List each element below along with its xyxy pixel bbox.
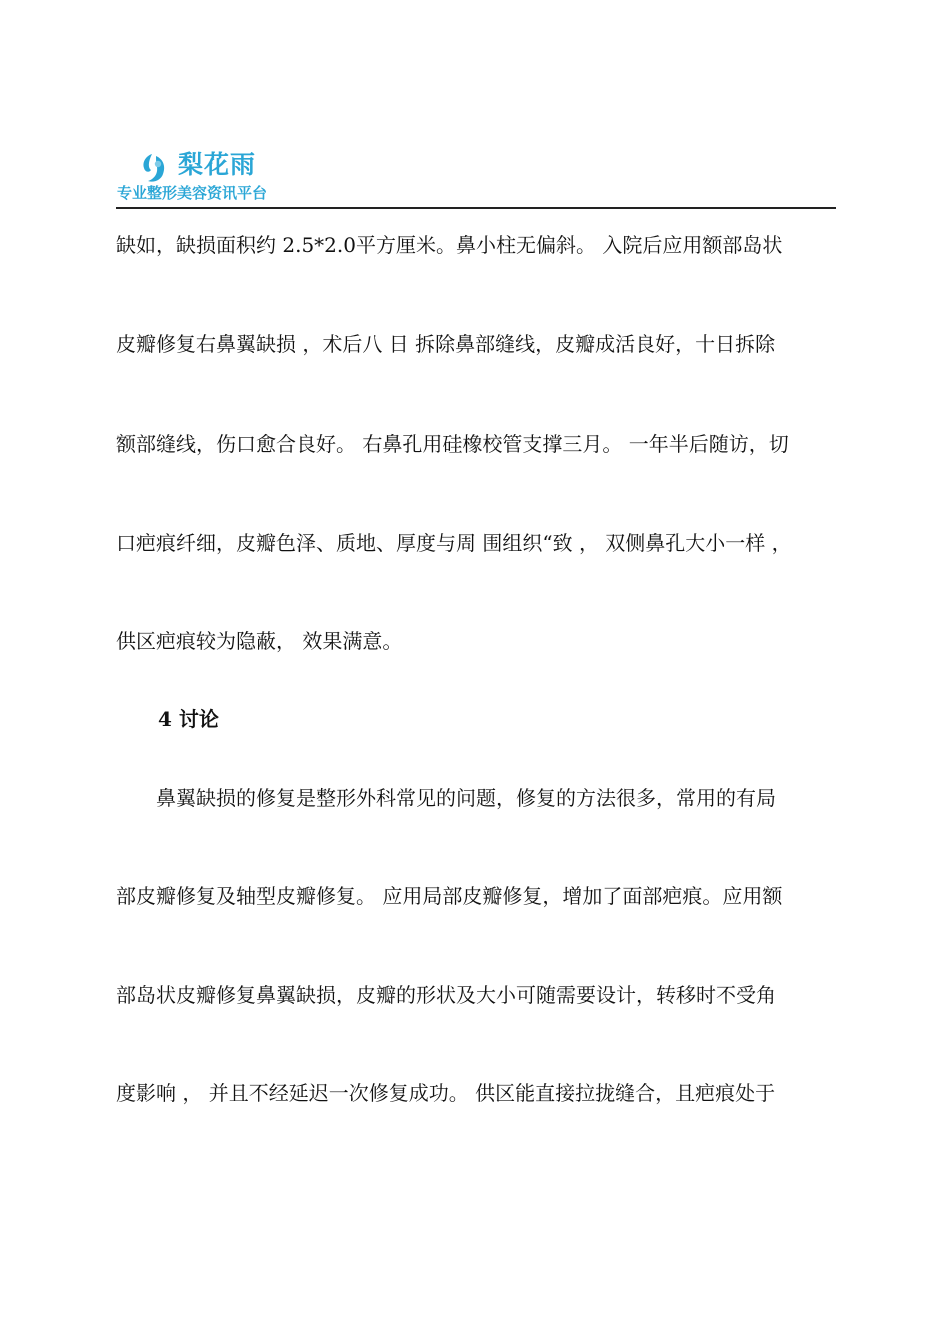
paragraph-2-line-1: 鼻翼缺损的修复是整形外科常见的问题，修复的方法很多，常用的有局 (156, 786, 776, 810)
header-divider (116, 207, 836, 209)
paragraph-1-line-4: 口疤痕纤细，皮瓣色泽、质地、厚度与周 围组织“致 ， 双侧鼻孔大小一样 ， (116, 531, 792, 555)
paragraph-2-line-4: 度影响 ， 并且不经延迟一次修复成功。 供区能直接拉拢缝合，且疤痕处于 (116, 1081, 776, 1105)
paragraph-1-line-3: 额部缝线，伤口愈合良好。 右鼻孔用硅橡校管支撑三月。 一年半后随访，切 (116, 432, 789, 456)
paragraph-1-line-5: 供区疤痕较为隐蔽， 效果满意。 (116, 629, 403, 653)
paragraph-2-line-2: 部皮瓣修复及轴型皮瓣修复。 应用局部皮瓣修复，增加了面部疤痕。应用额 (116, 884, 783, 908)
logo-name: 梨花雨 (178, 150, 257, 179)
page-header (116, 148, 836, 208)
pear-blossom-logo-icon (136, 150, 172, 186)
paragraph-2-line-3: 部岛状皮瓣修复鼻翼缺损，皮瓣的形状及大小可随需要设计，转移时不受角 (116, 983, 776, 1007)
paragraph-1-line-2: 皮瓣修复右鼻翼缺损 ，术后八 日 拆除鼻部缝线，皮瓣成活良好，十日拆除 (116, 332, 776, 356)
logo-tagline: 专业整形美容资讯平台 (117, 184, 268, 202)
paragraph-1-line-1: 缺如，缺损面积约 2.5*2.0平方厘米。鼻小柱无偏斜。 入院后应用额部岛状 (116, 233, 783, 257)
section-heading: 4 讨论 (158, 707, 219, 731)
